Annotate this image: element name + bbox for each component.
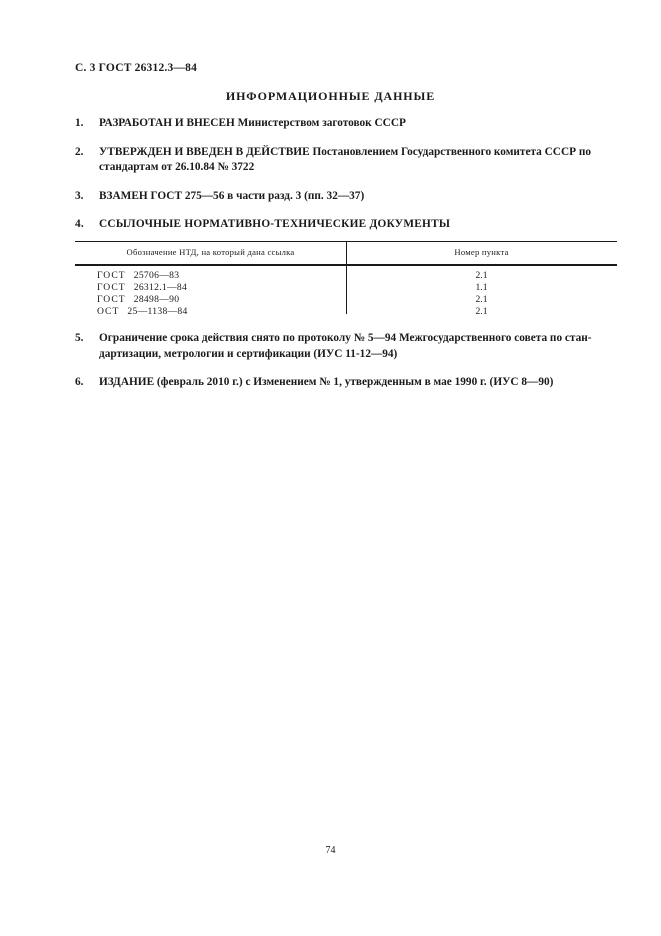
table-cell-designation — [97, 294, 179, 306]
table-header-designation: Обозначение НТД, на который дана ссылка — [126, 247, 295, 257]
list-item — [75, 375, 620, 391]
document-number: 26312.1—84 — [133, 282, 188, 293]
document-number: 25706—83 — [133, 270, 180, 281]
table-cell-designation — [97, 270, 179, 282]
table-row — [75, 294, 617, 306]
list-item — [75, 189, 618, 205]
document-kind: ОСТ — [97, 306, 120, 317]
list-item-number: 4. — [75, 218, 84, 230]
table-header-item-number: Номер пункта — [454, 247, 509, 257]
document-number: 28498—90 — [133, 294, 180, 305]
numbered-item-list-top — [75, 116, 618, 246]
table-row — [75, 282, 617, 294]
list-item-line: ССЫЛОЧНЫЕ НОРМАТИВНО-ТЕХНИЧЕСКИЕ ДОКУМЕНТЫ — [99, 218, 451, 230]
list-item — [75, 217, 618, 233]
table-cell-item-number: 2.1 — [475, 306, 488, 317]
list-item-line: Ограничение срока действия снято по протоколу № 5—94 Межгосударственного совета по стан- — [99, 332, 592, 344]
page-title: ИНФОРМАЦИОННЫЕ ДАННЫЕ — [225, 89, 436, 103]
table-cell-item-number: 2.1 — [475, 294, 488, 305]
list-item — [75, 331, 620, 362]
table-cell-designation — [97, 306, 188, 318]
list-item-line: ИЗДАНИЕ (февраль 2010 г.) с Изменением № 1, утвержденным в мае 1990 г. (ИУС 8—90) — [99, 376, 554, 388]
list-item-number: 3. — [75, 189, 84, 202]
running-header: С. 3 ГОСТ 26312.3—84 — [75, 62, 198, 74]
table-cell-designation — [97, 282, 187, 294]
table-cell-item-number: 2.1 — [475, 270, 488, 281]
list-item-number: 5. — [75, 332, 84, 344]
numbered-item-list-bottom — [75, 331, 620, 404]
table-row — [75, 270, 617, 282]
list-item-number: 1. — [75, 117, 84, 129]
list-item — [75, 116, 618, 132]
list-item-line: УТВЕРЖДЕН И ВВЕДЕН В ДЕЙСТВИЕ Постановлением Государственного комитета СССР по — [99, 145, 591, 158]
reference-documents-table — [75, 241, 617, 322]
document-kind: ГОСТ — [97, 294, 126, 305]
table-cell-item-number: 1.1 — [475, 282, 488, 293]
document-kind: ГОСТ — [97, 282, 126, 293]
table-row — [75, 306, 617, 318]
list-item — [75, 145, 618, 176]
page-number: 74 — [325, 845, 336, 856]
table-header-row — [75, 242, 617, 264]
table-body — [75, 266, 617, 322]
list-item-number: 6. — [75, 376, 84, 388]
list-item-line: стандартам от 26.10.84 № 3722 — [99, 161, 255, 173]
document-kind: ГОСТ — [97, 270, 126, 281]
list-item-number: 2. — [75, 145, 84, 158]
list-item-line: ВЗАМЕН ГОСТ 275—56 в части разд. 3 (пп. 32—37) — [99, 189, 365, 202]
document-number: 25—1138—84 — [127, 306, 188, 317]
list-item-line: РАЗРАБОТАН И ВНЕСЕН Министерством заготовок СССР — [99, 117, 406, 129]
list-item-line: дартизации, метрологии и сертификации (ИУС 11-12—94) — [99, 347, 398, 360]
